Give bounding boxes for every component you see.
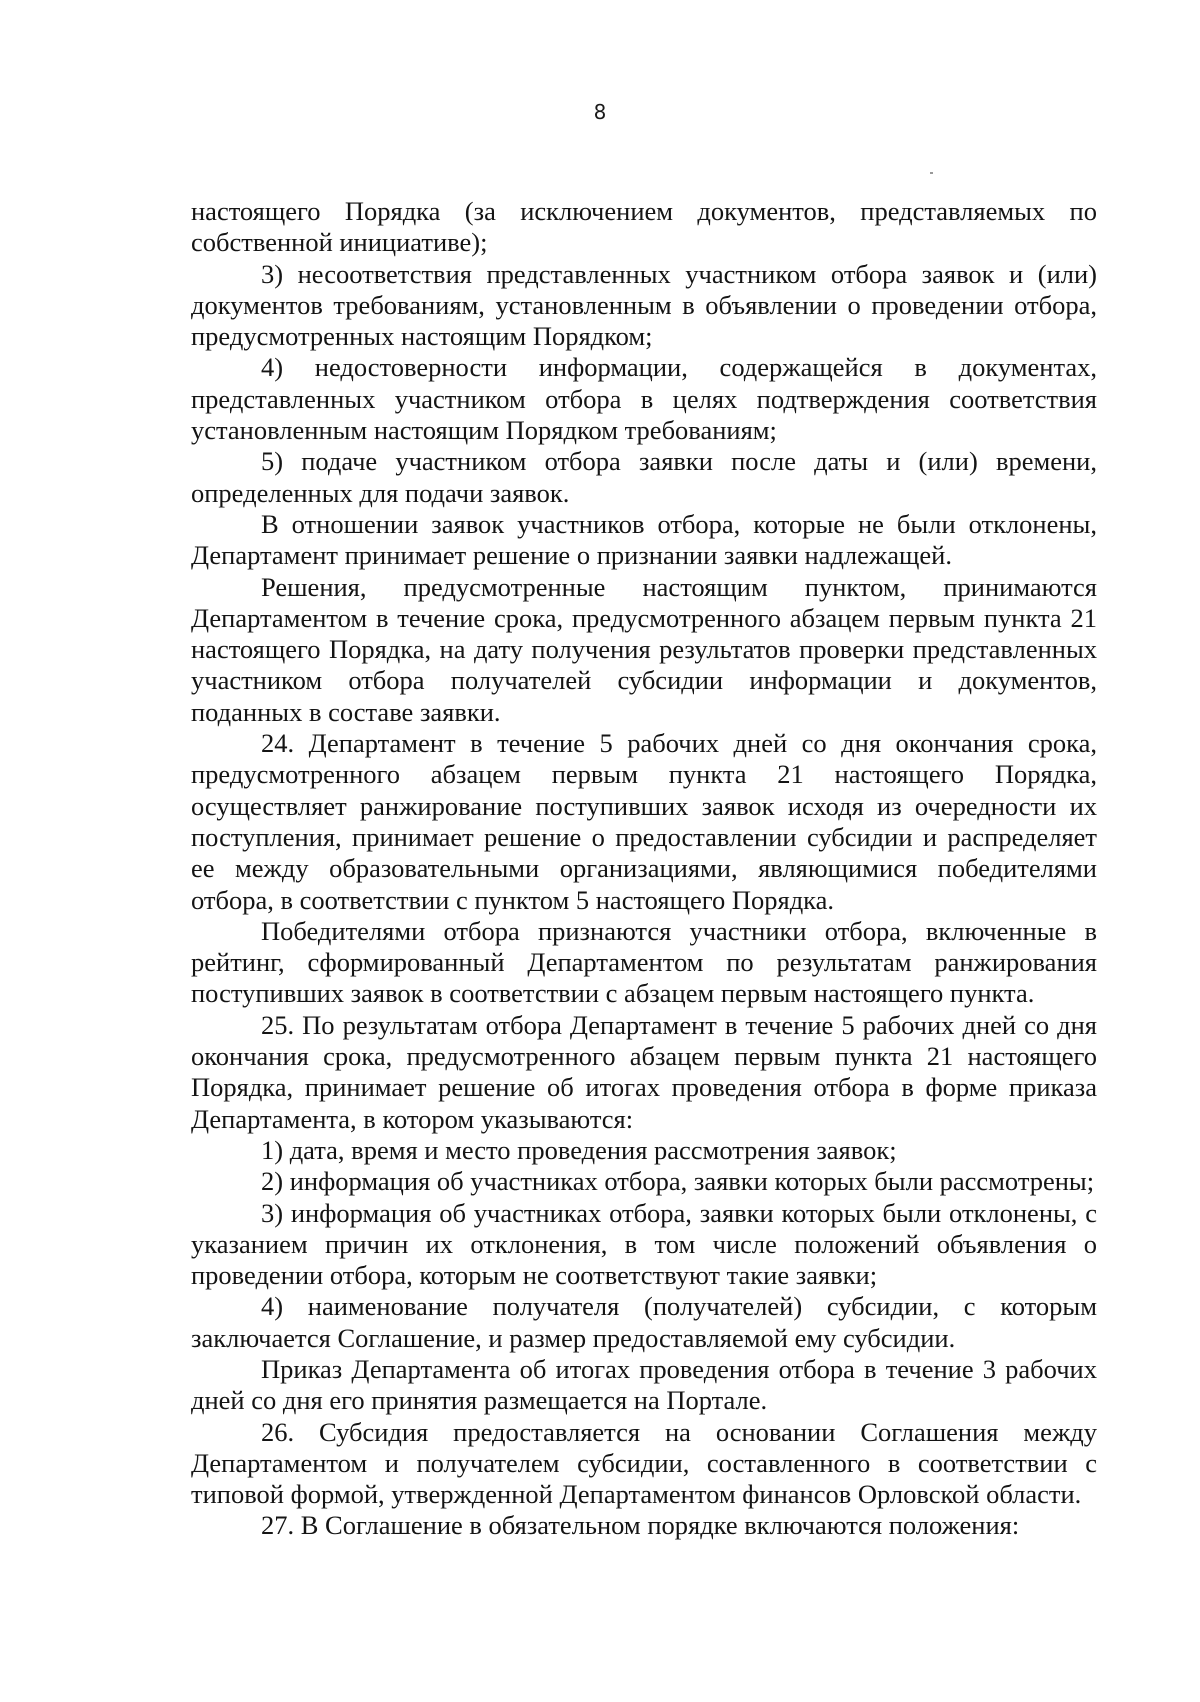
paragraph-list-item-2: 2) информация об участниках отбора, заявки которых были рассмотрены;: [261, 1166, 1095, 1197]
paragraph-section-24: 24. Департамент в течение 5 рабочих дней со дня окончания срока, предусмотренного абзацем первым пункта 21 настоящего Порядка, осуществляет ранжирование поступивших заявок исходя из очередности их поступления, принимает решение о предоставлении субсидии и распределяет ее между образовательными организациями, являющимися победителями отбора, в соответствии с пунктом 5 настоящего Порядка.: [191, 728, 1097, 915]
document-body: [191, 196, 1097, 1542]
paragraph-section-27: 27. В Соглашение в обязательном порядке включаются положения:: [261, 1510, 1020, 1541]
paragraph-item-3: 3) несоответствия представленных участником отбора заявок и (или) документов требованиям, установленным в объявлении о проведении отбора, предусмотренных настоящим Порядком;: [191, 258, 1097, 352]
paragraph-continuation: настоящего Порядка (за исключением документов, представляемых по собственной инициативе);: [191, 196, 1097, 258]
paragraph-section-25: 25. По результатам отбора Департамент в течение 5 рабочих дней со дня окончания срока, предусмотренного абзацем первым пункта 21 настоящего Порядка, принимает решение об итогах проведения отбора в форме приказа Департамента, в котором указываются:: [191, 1009, 1097, 1134]
paragraph-section-26: 26. Субсидия предоставляется на основании Соглашения между Департаментом и получателем субсидии, составленного в соответствии с типовой формой, утвержденной Департаментом финансов Орловской области.: [191, 1416, 1097, 1510]
paragraph-list-item-3: 3) информация об участниках отбора, заявки которых были отклонены, с указанием причин их отклонения, в том числе положений объявления о проведении отбора, которым не соответствуют такие заявки;: [191, 1197, 1097, 1291]
paragraph-decisions: Решения, предусмотренные настоящим пунктом, принимаются Департаментом в течение срока, предусмотренного абзацем первым пункта 21 настоящего Порядка, на дату получения результатов проверки представленных участником отбора получателей субсидии информации и документов, поданных в составе заявки.: [191, 571, 1097, 727]
paragraph-list-item-4: 4) наименование получателя (получателей) субсидии, с которым заключается Соглашение, и размер предоставляемой ему субсидии.: [191, 1291, 1097, 1353]
scan-artifact: [930, 172, 933, 174]
paragraph-item-5: 5) подаче участником отбора заявки после даты и (или) времени, определенных для подачи заявок.: [191, 446, 1097, 508]
paragraph-not-rejected: В отношении заявок участников отбора, которые не были отклонены, Департамент принимает решение о признании заявки надлежащей.: [191, 508, 1097, 571]
paragraph-order-publication: Приказ Департамента об итогах проведения отбора в течение 3 рабочих дней со дня его принятия размещается на Портале.: [191, 1353, 1097, 1416]
paragraph-list-item-1: 1) дата, время и место проведения рассмотрения заявок;: [261, 1134, 897, 1165]
paragraph-item-4: 4) недостоверности информации, содержащейся в документах, представленных участником отбора в целях подтверждения соответствия установленным настоящим Порядком требованиям;: [191, 352, 1097, 446]
page-number: 8: [593, 100, 607, 124]
paragraph-winners: Победителями отбора признаются участники отбора, включенные в рейтинг, сформированный Департаментом по результатам ранжирования поступивших заявок в соответствии с абзацем первым настоящего пункта.: [191, 915, 1097, 1009]
